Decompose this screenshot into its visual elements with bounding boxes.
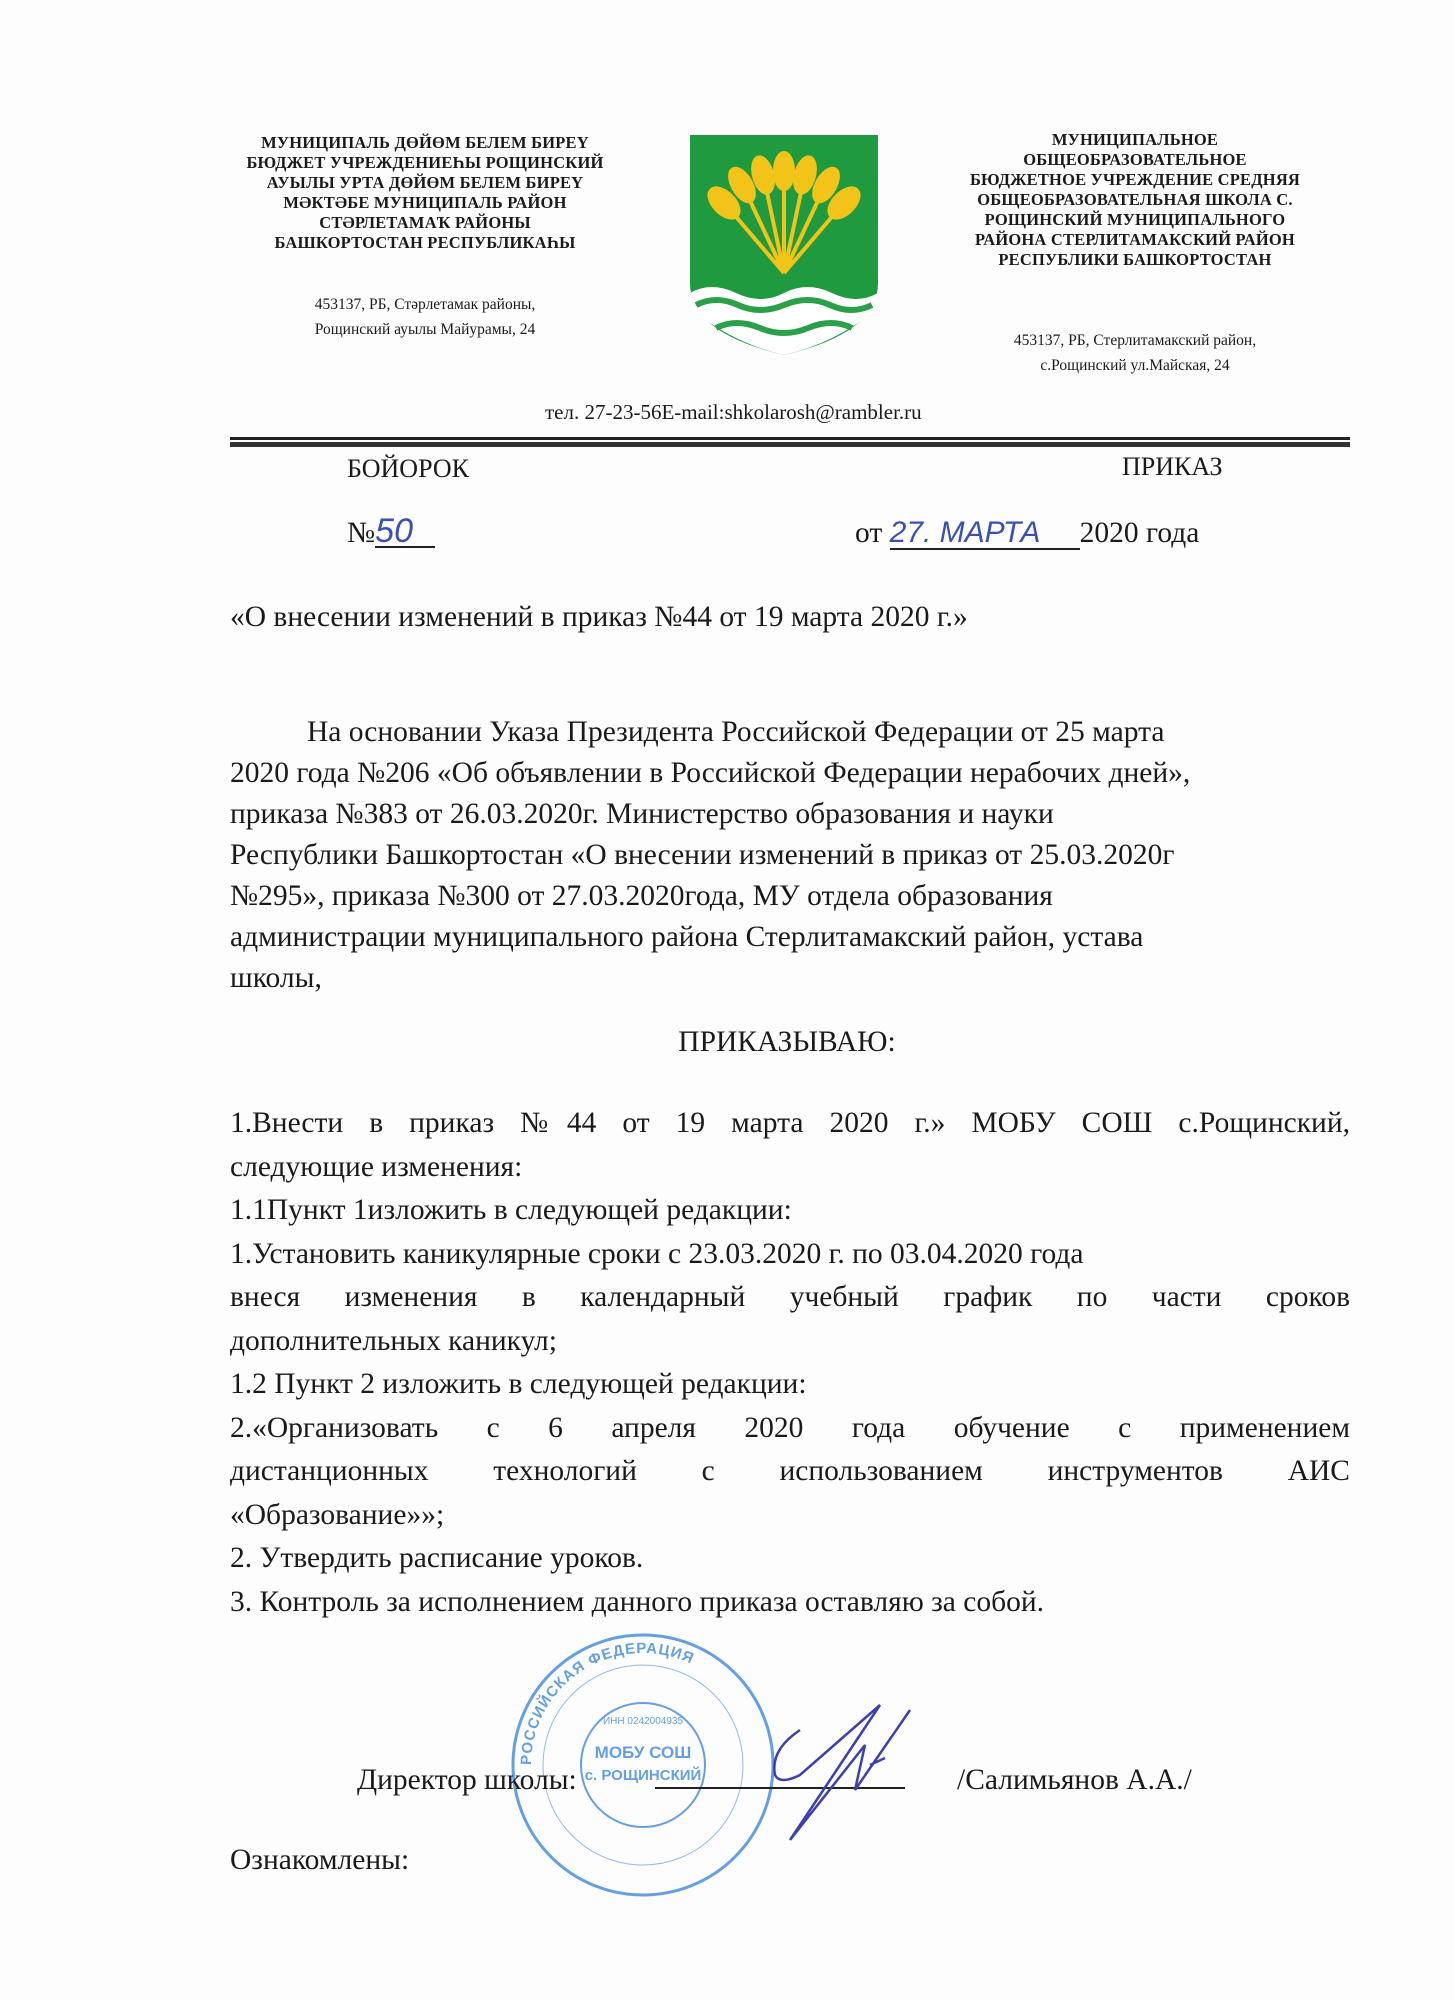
right-org-line: ОБЩЕОБРАЗОВАТЕЛЬНОЕ [1023,150,1247,169]
preamble-line: №295», приказа №300 от 27.03.2020года, МУ отдела образования [230,880,1053,912]
left-org-line: СТӘРЛЕТАМАҠ РАЙОНЫ [319,213,531,232]
order-item-line: 1.2 Пункт 2 изложить в следующей редакции: [230,1368,807,1400]
stamp-center-line2: с. РОЩИНСКИЙ [584,1767,702,1784]
left-address [205,292,645,342]
header-divider [230,437,1350,440]
left-address-line: 453137, РБ, Стәрлетамак районы, [314,296,536,313]
preamble-line: 2020 года №206 «Об объявлении в Российской Федерации нерабочих дней», [230,757,1191,789]
date-value: 27. МАРТА [890,518,1080,550]
order-item-line: 2.«Организовать с 6 апреля 2020 года обучение с применением [230,1411,1350,1444]
doc-title: «О внесении изменений в приказ №44 от 19 марта 2020 г.» [230,601,968,633]
right-org-line: БЮДЖЕТНОЕ УЧРЕЖДЕНИЕ СРЕДНЯЯ [969,170,1301,189]
order-word: ПРИКАЗЫВАЮ: [678,1026,896,1058]
doc-number [347,513,435,554]
preamble-line: администрации муниципального района Стерлитамакский район, устава [230,921,1144,953]
right-org-line: РЕСПУБЛИКИ БАШКОРТОСТАН [998,250,1272,269]
date-prefix: от [855,517,883,549]
date-suffix: 2020 года [1079,517,1200,549]
order-item-line: «Образование»»; [230,1498,445,1531]
coat-of-arms-emblem [686,133,882,358]
number-label: № [347,517,376,549]
left-org-line: МӘКТӘБЕ МУНИЦИПАЛЬ РАЙОН [283,193,567,212]
left-org-name [205,133,645,253]
order-item-line: 1.Внести в приказ №44 от 19 марта 2020 г.» МОБУ СОШ с.Рощинский, [230,1107,1350,1139]
stamp-center-line1: МОБУ СОШ [594,1743,692,1762]
doc-date [855,513,1199,554]
order-item-line: дополнительных каникул; [230,1324,557,1357]
signature [760,1690,930,1850]
right-org-name [935,130,1335,270]
preamble-line: приказа №383 от 26.03.2020г. Министерство образования и науки [230,798,1054,830]
order-item-line: 1.Установить каникулярные сроки с 23.03.2020 г. по 03.04.2020 года [230,1237,1084,1270]
contacts: тел. 27-23-56E-mail:shkolarosh@rambler.ru [545,400,922,424]
doc-type-ba: БОЙОРОК [347,454,469,483]
left-org-line: БАШКОРТОСТАН РЕСПУБЛИКАҺЫ [274,233,576,252]
doc-type-ru: ПРИКАЗ [1122,452,1223,481]
order-item-line: следующие изменения: [230,1150,523,1183]
preamble-line: школы, [230,962,322,994]
right-org-line: РОЩИНСКИЙ МУНИЦИПАЛЬНОГО [984,210,1286,229]
preamble-line: Республики Башкортостан «О внесении изменений в приказ от 25.03.2020г [230,839,1175,871]
acknowledged-label: Ознакомлены: [230,1844,410,1876]
left-org-line: БЮДЖЕТ УЧРЕЖДЕНИЕҺЫ РОЩИНСКИЙ [246,153,604,172]
right-address [935,328,1335,378]
order-item-line: дистанционных технологий с использованием инструментов АИС [230,1455,1350,1487]
preamble [230,712,1350,999]
order-item-line: 3. Контроль за исполнением данного приказа оставляю за собой. [230,1585,1045,1618]
stamp-inn: ИНН 0242004935 [602,1716,684,1727]
director-name: /Салимьянов А.А./ [957,1764,1192,1796]
left-address-line: Рощинский ауылы Майурамы, 24 [314,321,536,338]
director-label: Директор школы: [357,1764,577,1796]
left-org-line: АУЫЛЫ УРТА ДӨЙӨМ БЕЛЕМ БИРЕҮ [266,173,584,192]
right-org-line: МУНИЦИПАЛЬНОЕ [1051,130,1219,149]
order-item-line: внеся изменения в календарный учебный график по части сроков [230,1281,1350,1313]
right-org-line: ОБЩЕОБРАЗОВАТЕЛЬНАЯ ШКОЛА С. [977,190,1293,209]
order-item-line: 2. Утвердить расписание уроков. [230,1542,644,1574]
right-org-line: РАЙОНА СТЕРЛИТАМАКСКИЙ РАЙОН [975,230,1295,249]
stamp-outer-text: РОССИЙСКАЯ ФЕДЕРАЦИЯ [517,1639,697,1766]
preamble-line: На основании Указа Президента Российской Федерации от 25 марта [307,716,1165,748]
order-item-line: 1.1Пункт 1изложить в следующей редакции: [230,1194,792,1226]
right-address-line: с.Рощинский ул.Майская, 24 [1040,357,1230,374]
left-org-line: МУНИЦИПАЛЬ ДӨЙӨМ БЕЛЕМ БИРЕҮ [261,133,589,152]
right-address-line: 453137, РБ, Стерлитамакский район, [1013,332,1257,349]
number-value: 50 [375,516,435,548]
order-items [230,1102,1350,1624]
